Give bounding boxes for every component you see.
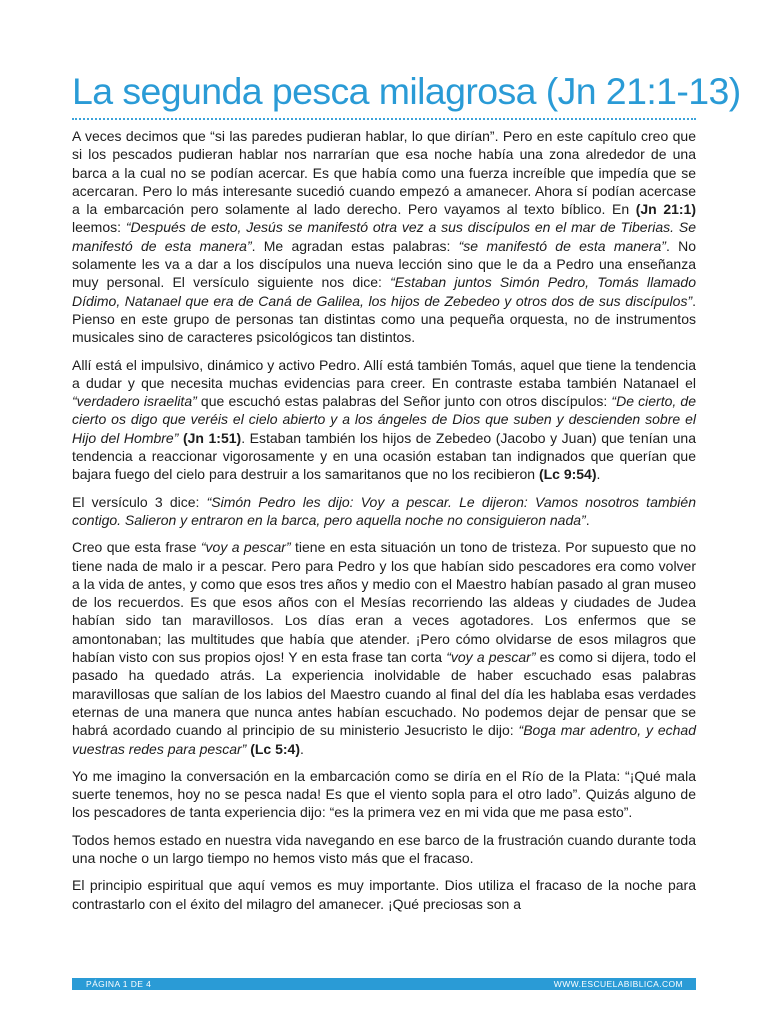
quoted-text: “Estaban juntos Simón Pedro, Tomás llamado Dídimo, Natanael que era de Caná de Galilea, los hijos de Zebedeo y otros dos de sus discípulos” [72,274,696,309]
text-run: tiene en esta situación un tono de tristeza. Por supuesto que no tiene nada de malo ir a pescar. Pero para Pedro y los que habían sido pescadores era como volver a la vida de antes, y como que esos tres años y medio con el Maestro habían pasado al gran museo de los recuerdos. Es que esos años con el Mesías recorriendo las aldeas y ciudades de Judea habían sido tan maravillosos. Los días eran a veces agotadores. Los enfermos que se amontonaban; las multitudes que había que atender. ¡Pero cómo olvidarse de esos milagros que habían visto con sus propios ojos! Y en esta frase tan corta [72,539,696,666]
quoted-text: “se manifestó de esta manera” [458,237,666,254]
text-run: . [300,740,304,757]
quoted-text: “De cierto, de cierto os digo que veréis el cielo abierto y a los ángeles de Dios que suben y descienden sobre el Hijo del Hombre” [72,393,696,446]
text-run: . Estaban también los hijos de Zebedeo (Jacobo y Juan) que tenían una tendencia a reaccionar vigorosamente y en una ocasión estaban tan indignados que querían que bajara fuego del cielo para destruir a los samaritanos que no los recibieron [72,429,696,483]
quoted-text: “verdadero israelita” [72,393,197,410]
text-run: El versículo 3 dice: [72,493,207,510]
scripture-reference: (Jn 21:1) [635,201,696,218]
text-run: . No solamente les va a dar a los discípulos una nueva lección sino que le da a Pedro una enseñanza muy personal. El versículo siguiente nos dice: [72,237,696,291]
paragraph [72,356,696,484]
quoted-text: “Boga mar adentro, y echad vuestras redes para pescar” [72,722,696,757]
text-run: Todos hemos estado en nuestra vida navegando en ese barco de la frustración cuando durante toda una noche o un largo tiempo no hemos visto más que el fracaso. [72,831,696,866]
text-run: Allí está el impulsivo, dinámico y activo Pedro. Allí está también Tomás, aquel que tiene la tendencia a dudar y que necesita muchas evidencias para creer. En contraste estaba también Natanael el [72,356,696,391]
website-link[interactable]: WWW.ESCUELABIBLICA.COM [553,979,683,989]
text-run: A veces decimos que “si las paredes pudieran hablar, lo que dirían”. Pero en este capítulo creo que si los pescados pudieran hablar nos narrarían que esa noche había una zona alrededor de una barca a la cual no se podían acercar. Es que había como una fuerza increíble que impedía que se acercaran. Pero lo más interesante sucedió cuando empezó a amanecer. Ahora sí podían acercase a la embarcación pero solamente al lado derecho. Pero vayamos al texto bíblico. En [72,128,696,218]
quoted-text: “voy a pescar” [446,649,536,666]
paragraph [72,876,696,913]
text-run: Creo que esta frase [72,539,201,556]
paragraph [72,767,696,822]
scripture-reference: (Lc 9:54) [538,466,597,483]
text-run: . [596,466,601,483]
quoted-text: “voy a pescar” [200,539,291,556]
footer-bar [72,978,696,990]
paragraph [72,538,696,758]
title-divider [72,118,696,120]
text-run: leemos: [72,219,126,236]
page-number: PÁGINA 1 DE 4 [86,979,152,989]
paragraph [72,831,696,868]
page-title: La segunda pesca milagrosa (Jn 21:1-13) [72,70,741,112]
text-run: . [585,511,590,528]
text-run: Yo me imagino la conversación en la embarcación como se diría en el Río de la Plata: “¡Qué mala suerte tenemos, hoy no se pesca nada! Es que el viento sopla para el otro lado”. Quizás alguno de los pescadores de tanta experiencia dijo: “es la primera vez en mi vida que me pasa esto”. [72,767,696,821]
body-text [72,127,696,922]
scripture-reference: (Lc 5:4) [250,740,300,757]
paragraph [72,493,696,530]
paragraph [72,127,696,347]
quoted-text: “Después de esto, Jesús se manifestó otra vez a sus discípulos en el mar de Tiberias. Se manifestó de esta manera” [72,219,696,254]
text-run: . Pienso en este grupo de personas tan distintas como una pequeña orquesta, no de instrumentos musicales sino de caracteres psicológicos tan distintos. [72,292,696,346]
scripture-reference: (Jn 1:51) [182,429,242,446]
quoted-text: “Simón Pedro les dijo: Voy a pescar. Le dijeron: Vamos nosotros también contigo. Salieron y entraron en la barca, pero aquella noche no consiguieron nada” [72,493,696,528]
text-run: . Me agradan estas palabras: [251,237,459,254]
text-run: El principio espiritual que aquí vemos es muy importante. Dios utiliza el fracaso de la noche para contrastarlo con el éxito del milagro del amanecer. ¡Qué preciosas son a [72,877,696,912]
text-run: es como si dijera, todo el pasado ha quedado atrás. La experiencia inolvidable de haber escuchado esas palabras maravillosas que salían de los labios del Maestro cuando al final del día les hablaba esas verdades eternas de una manera que nunca antes habían escuchado. No podemos dejar de pensar que se habrá acordado cuando al principio de su ministerio Jesucristo le dijo: [72,649,696,739]
text-run: que escuchó estas palabras del Señor junto con otros discípulos: [196,393,612,410]
